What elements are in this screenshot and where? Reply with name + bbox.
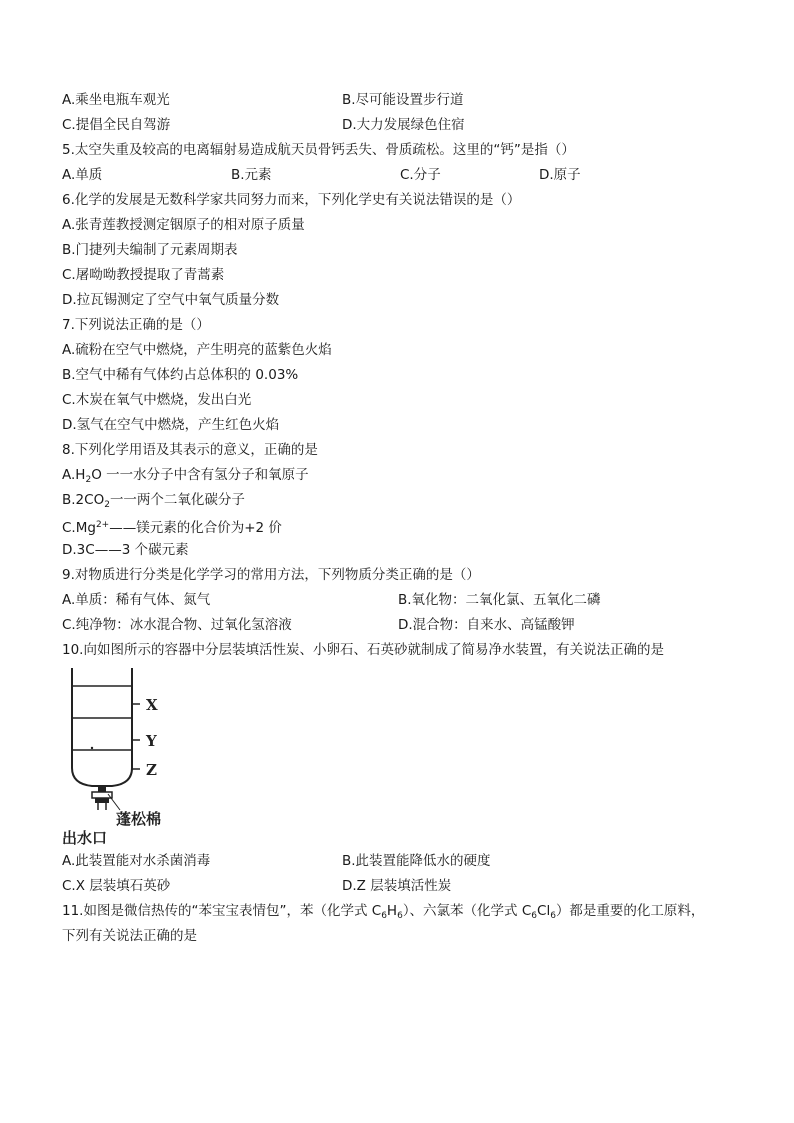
q8-option-b: $B.2CO_2$一一两个二氧化碳分子 — [62, 492, 245, 510]
q4-option-a: A.乘坐电瓶车观光 — [62, 92, 170, 108]
q7-stem: 7.下列说法正确的是（） — [62, 317, 210, 333]
q8-option-a: $A.H_2O$ 一一水分子中含有氢分子和氧原子 — [62, 467, 309, 485]
q5-option-d: D.原子 — [539, 167, 581, 183]
water-filter-figure — [62, 664, 212, 846]
q4-option-c: C.提倡全民自驾游 — [62, 117, 171, 133]
q11-stem: 11.如图是微信热传的“苯宝宝表情包”，苯（化学式 $C_6H_6$）、六氯苯（化学式 $C_6Cl_6$）都是重要的化工原料， — [62, 903, 705, 921]
label-outlet: 出水口 — [62, 829, 108, 846]
q5-option-a: A.单质 — [62, 167, 103, 183]
q7-option-b: B.空气中稀有气体约占总体积的 0.03% — [62, 367, 299, 383]
q7-option-a: A.硫粉在空气中燃烧，产生明亮的蓝紫色火焰 — [62, 342, 332, 358]
q10-option-d: D.Z 层装填活性炭 — [342, 878, 452, 894]
q9-option-b: B.氧化物：二氧化氯、五氧化二磷 — [398, 592, 601, 608]
q11-stem-line2: 下列有关说法正确的是 — [62, 928, 197, 944]
q6-option-a: A.张青莲教授测定铟原子的相对原子质量 — [62, 217, 305, 233]
q10-stem: 10.向如图所示的容器中分层装填活性炭、小卵石、石英砂就制成了简易净水装置，有关说法正确的是 — [62, 642, 664, 658]
q9-stem: 9.对物质进行分类是化学学习的常用方法，下列物质分类正确的是（） — [62, 567, 480, 583]
q10-option-a: A.此装置能对水杀菌消毒 — [62, 853, 211, 869]
q4-option-b: B.尽可能设置步行道 — [342, 92, 464, 108]
q5-option-b: B.元素 — [231, 167, 272, 183]
q5-stem: 5.太空失重及较高的电离辐射易造成航天员骨钙丢失、骨质疏松。这里的“钙”是指（） — [62, 142, 575, 158]
q5-option-c: C.分子 — [400, 167, 441, 183]
q10-option-c: C.X 层装填石英砂 — [62, 878, 171, 894]
q6-option-b: B.门捷列夫编制了元素周期表 — [62, 242, 238, 258]
q9-option-d: D.混合物：自来水、高锰酸钾 — [398, 617, 575, 633]
outlet-nozzle — [92, 786, 112, 810]
q9-option-c: C.纯净物：冰水混合物、过氧化氢溶液 — [62, 617, 292, 633]
cotton-pointer — [108, 794, 120, 810]
q7-option-c: C.木炭在氧气中燃烧，发出白光 — [62, 392, 252, 408]
q7-option-d: D.氢气在空气中燃烧，产生红色火焰 — [62, 417, 280, 433]
q8-option-c: $C.Mg^{2+}——$镁元素的化合价为+2 价 — [62, 520, 282, 536]
q6-option-d: D.拉瓦锡测定了空气中氧气质量分数 — [62, 292, 280, 308]
q6-option-c: C.屠呦呦教授提取了青蒿素 — [62, 267, 225, 283]
q8-option-d: D.3C——3 个碳元素 — [62, 542, 189, 558]
particle-dot — [91, 747, 93, 749]
q10-option-b: B.此装置能降低水的硬度 — [342, 853, 491, 869]
label-x: X — [146, 696, 158, 714]
label-cotton: 蓬松棉 — [116, 810, 162, 828]
label-z: Z — [146, 761, 157, 779]
label-y: Y — [146, 732, 157, 750]
q9-option-a: A.单质：稀有气体、氮气 — [62, 592, 211, 608]
q6-stem: 6.化学的发展是无数科学家共同努力而来，下列化学史有关说法错误的是（） — [62, 192, 521, 208]
q8-stem: 8.下列化学用语及其表示的意义，正确的是 — [62, 442, 318, 458]
q4-option-d: D.大力发展绿色住宿 — [342, 117, 465, 133]
